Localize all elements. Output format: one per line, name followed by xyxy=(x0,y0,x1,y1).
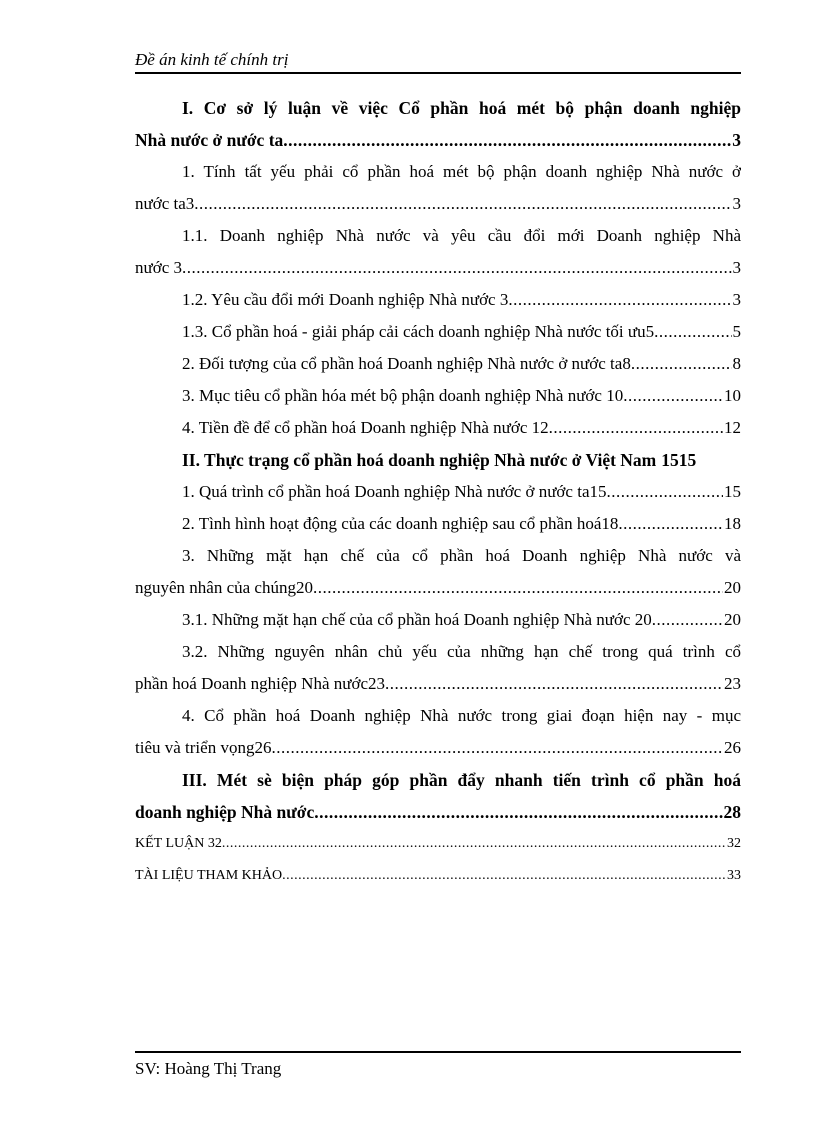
toc-entry[interactable] xyxy=(135,380,741,412)
toc-dot-leader xyxy=(618,508,723,540)
toc-page-number: 12 xyxy=(724,418,741,437)
page-header xyxy=(135,50,741,74)
toc-dot-leader xyxy=(222,828,726,860)
toc-page-number: 8 xyxy=(732,354,741,373)
footer-student: SV: Hoàng Thị Trang xyxy=(135,1059,282,1078)
toc-entry-title: II. Thực trạng cổ phần hoá doanh nghiệp Nhà nước ở Việt Nam xyxy=(182,450,657,470)
toc-dot-leader xyxy=(607,476,724,508)
toc-dot-leader xyxy=(314,796,722,828)
toc-page-number: 20 xyxy=(724,610,741,629)
toc-entry[interactable] xyxy=(135,348,741,380)
toc-entry-title: Nhà nước ở nước ta xyxy=(135,130,284,150)
toc-entry-title: 3.1. Những mặt hạn chế của cổ phần hoá Doanh nghiệp Nhà nước 20 xyxy=(182,610,652,629)
toc-dot-leader xyxy=(282,860,726,892)
table-of-contents xyxy=(135,92,741,892)
toc-page-number: 18 xyxy=(724,514,741,533)
toc-dot-leader xyxy=(385,668,723,700)
toc-page-number: 28 xyxy=(723,802,741,822)
toc-entry-title: doanh nghiệp Nhà nước xyxy=(135,802,315,822)
toc-entry-title: KẾT LUẬN 32 xyxy=(135,836,222,851)
toc-entry[interactable] xyxy=(135,316,741,348)
toc-entry[interactable] xyxy=(135,508,741,540)
toc-entry-title: tiêu và triển vọng26 xyxy=(135,738,272,757)
toc-dot-leader xyxy=(549,412,723,444)
toc-entry-title-line: 3. Những mặt hạn chế của cổ phần hoá Doanh nghiệp Nhà nước và xyxy=(182,546,741,565)
toc-entry[interactable] xyxy=(135,284,741,316)
toc-dot-leader xyxy=(283,124,731,156)
toc-page-number: 33 xyxy=(727,868,741,883)
toc-entry-title: 1. Quá trình cổ phần hoá Doanh nghiệp Nhà nước ở nước ta15 xyxy=(182,482,607,501)
toc-entry-title-line: III. Mét sè biện pháp góp phần đẩy nhanh tiến trình cổ phần hoá xyxy=(182,770,741,790)
toc-entry-title: 4. Tiền đề để cổ phần hoá Doanh nghiệp Nhà nước 12 xyxy=(182,418,549,437)
toc-page-number: 26 xyxy=(724,738,741,757)
toc-dot-leader xyxy=(271,732,723,764)
toc-entry-title: nguyên nhân của chúng20 xyxy=(135,578,313,597)
toc-dot-leader xyxy=(623,380,723,412)
toc-entry[interactable] xyxy=(135,604,741,636)
toc-entry-title: 2. Đối tượng của cổ phần hoá Doanh nghiệp Nhà nước ở nước ta8 xyxy=(182,354,631,373)
toc-page-number: 23 xyxy=(724,674,741,693)
toc-entry-title-line: 4. Cổ phần hoá Doanh nghiệp Nhà nước trong giai đoạn hiện nay - mục xyxy=(182,706,741,725)
toc-entry[interactable] xyxy=(135,828,741,860)
toc-page-number: 3 xyxy=(732,258,741,277)
toc-entry[interactable] xyxy=(135,700,741,764)
toc-entry-title: 3. Mục tiêu cổ phần hóa mét bộ phận doanh nghiệp Nhà nước 10 xyxy=(182,386,624,405)
toc-entry-title: phần hoá Doanh nghiệp Nhà nước23 xyxy=(135,674,386,693)
toc-dot-leader xyxy=(631,348,732,380)
header-title: Đề án kinh tế chính trị xyxy=(135,50,289,69)
toc-entry-title: 2. Tình hình hoạt động của các doanh nghiệp sau cổ phần hoá18 xyxy=(182,514,619,533)
toc-entry-title-line: 1. Tính tất yếu phải cổ phần hoá mét bộ phận doanh nghiệp Nhà nước ở xyxy=(182,162,741,181)
toc-entry[interactable] xyxy=(135,412,741,444)
toc-entry-title-line: I. Cơ sở lý luận về việc Cổ phần hoá mét bộ phận doanh nghiệp xyxy=(182,98,741,118)
toc-entry-title: nước ta3 xyxy=(135,194,195,213)
toc-entry[interactable] xyxy=(135,476,741,508)
toc-entry[interactable] xyxy=(135,156,741,220)
toc-entry-title: 1.3. Cổ phần hoá - giải pháp cải cách doanh nghiệp Nhà nước tối ưu5 xyxy=(182,322,655,341)
toc-page-number: 3 xyxy=(732,290,741,309)
toc-entry[interactable] xyxy=(135,540,741,604)
toc-entry[interactable] xyxy=(135,636,741,700)
toc-dot-leader xyxy=(182,252,732,284)
toc-entry[interactable] xyxy=(135,92,741,156)
toc-dot-leader xyxy=(194,188,731,220)
toc-entry-title: 1.2. Yêu cầu đổi mới Doanh nghiệp Nhà nước 3 xyxy=(182,290,509,309)
toc-entry-title: nước 3 xyxy=(135,258,182,277)
toc-dot-leader xyxy=(508,284,731,316)
toc-dot-leader xyxy=(652,604,723,636)
toc-entry-title-line: 1.1. Doanh nghiệp Nhà nước và yêu cầu đổi mới Doanh nghiệp Nhà xyxy=(182,226,741,245)
toc-entry-title-line: 3.2. Những nguyên nhân chủ yếu của những hạn chế trong quá trình cổ xyxy=(182,642,741,661)
toc-entry[interactable] xyxy=(135,764,741,828)
toc-dot-leader xyxy=(654,316,731,348)
toc-page-number: 1515 xyxy=(661,450,697,470)
toc-entry[interactable] xyxy=(135,860,741,892)
toc-entry[interactable] xyxy=(135,444,741,476)
toc-page-number: 15 xyxy=(724,482,741,501)
toc-page-number: 5 xyxy=(732,322,741,341)
page-footer xyxy=(135,1051,741,1083)
toc-page-number: 20 xyxy=(724,578,741,597)
toc-page-number: 3 xyxy=(732,130,741,150)
toc-dot-leader xyxy=(313,572,723,604)
toc-entry-title: TÀI LIỆU THAM KHẢO xyxy=(135,868,283,883)
toc-entry[interactable] xyxy=(135,220,741,284)
toc-page-number: 3 xyxy=(732,194,741,213)
toc-page-number: 10 xyxy=(724,386,741,405)
toc-page-number: 32 xyxy=(727,836,741,851)
